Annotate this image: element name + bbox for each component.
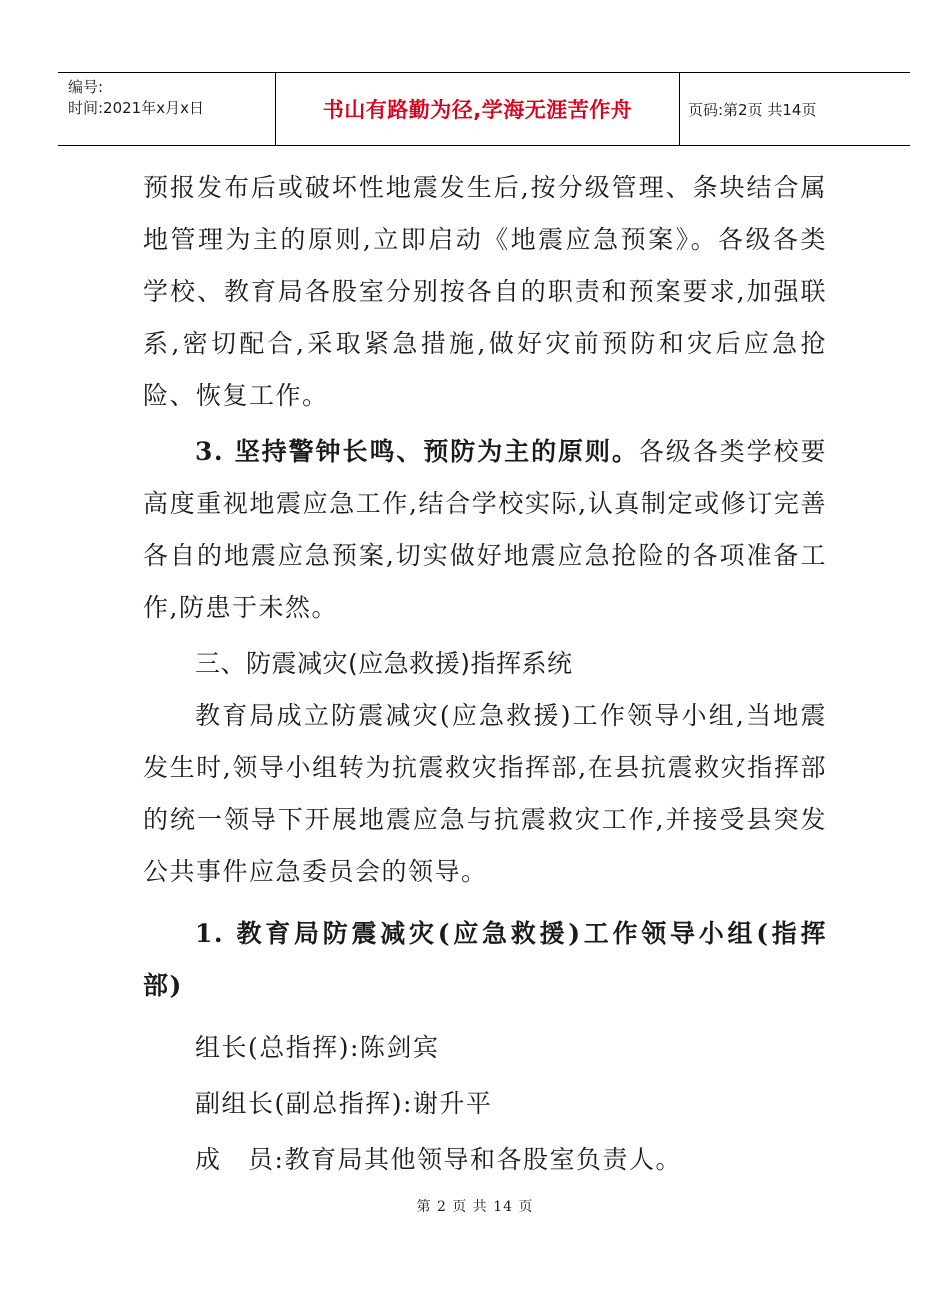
principle-3-paragraph [143,426,827,634]
header-motto: 书山有路勤为径,学海无涯苦作舟 [276,73,680,145]
subheading-1-line-2: 部) [143,971,183,1000]
leader-line: 组长(总指挥):陈剑宾 [195,1033,440,1062]
members-line [143,1134,827,1186]
members-label: 成 [195,1145,222,1174]
serial-number-label: 编号: [68,78,104,96]
header-page-info: 页码:第2页 共14页 [688,100,817,119]
page-footer: 第 2 页 共 14 页 [416,1199,534,1215]
document-body [143,162,827,1186]
header-meta [58,73,276,145]
section-3-heading: 三、防震减灾(应急救援)指挥系统 [195,649,573,678]
deputy-leader-line: 副组长(副总指挥):谢升平 [195,1089,493,1118]
page-header [58,72,910,146]
section-3-paragraph: 教育局成立防震减灾(应急救援)工作领导小组,当地震发生时,领导小组转为抗震救灾指挥部,在县抗震救灾指挥部的统一领导下开展地震应急与抗震救灾工作,并接受县突发公共事件应急委员会的领导。 [143,701,827,886]
members-value: 员:教育局其他领导和各股室负责人。 [248,1145,682,1174]
principle-3-lead: 3. 坚持警钟长鸣、预防为主的原则。 [195,437,639,466]
principle-3-text: 各级各类学校要高度重视地震应急工作,结合学校实际,认真制定或修订完善各自的地震应急预案,切实做好地震应急抢险的各项准备工作,防患于未然。 [143,437,827,622]
subheading-1-line-1: 1. 教育局防震减灾(应急救援)工作领导小组(指挥 [195,919,827,948]
date-label: 时间:2021年x月x日 [68,99,204,117]
body-paragraph: 预报发布后或破坏性地震发生后,按分级管理、条块结合属地管理为主的原则,立即启动《地震应急预案》。各级各类学校、教育局各股室分别按各自的职责和预案要求,加强联系,密切配合,采取紧急措施,做好灾前预防和灾后应急抢险、恢复工作。 [143,173,827,410]
